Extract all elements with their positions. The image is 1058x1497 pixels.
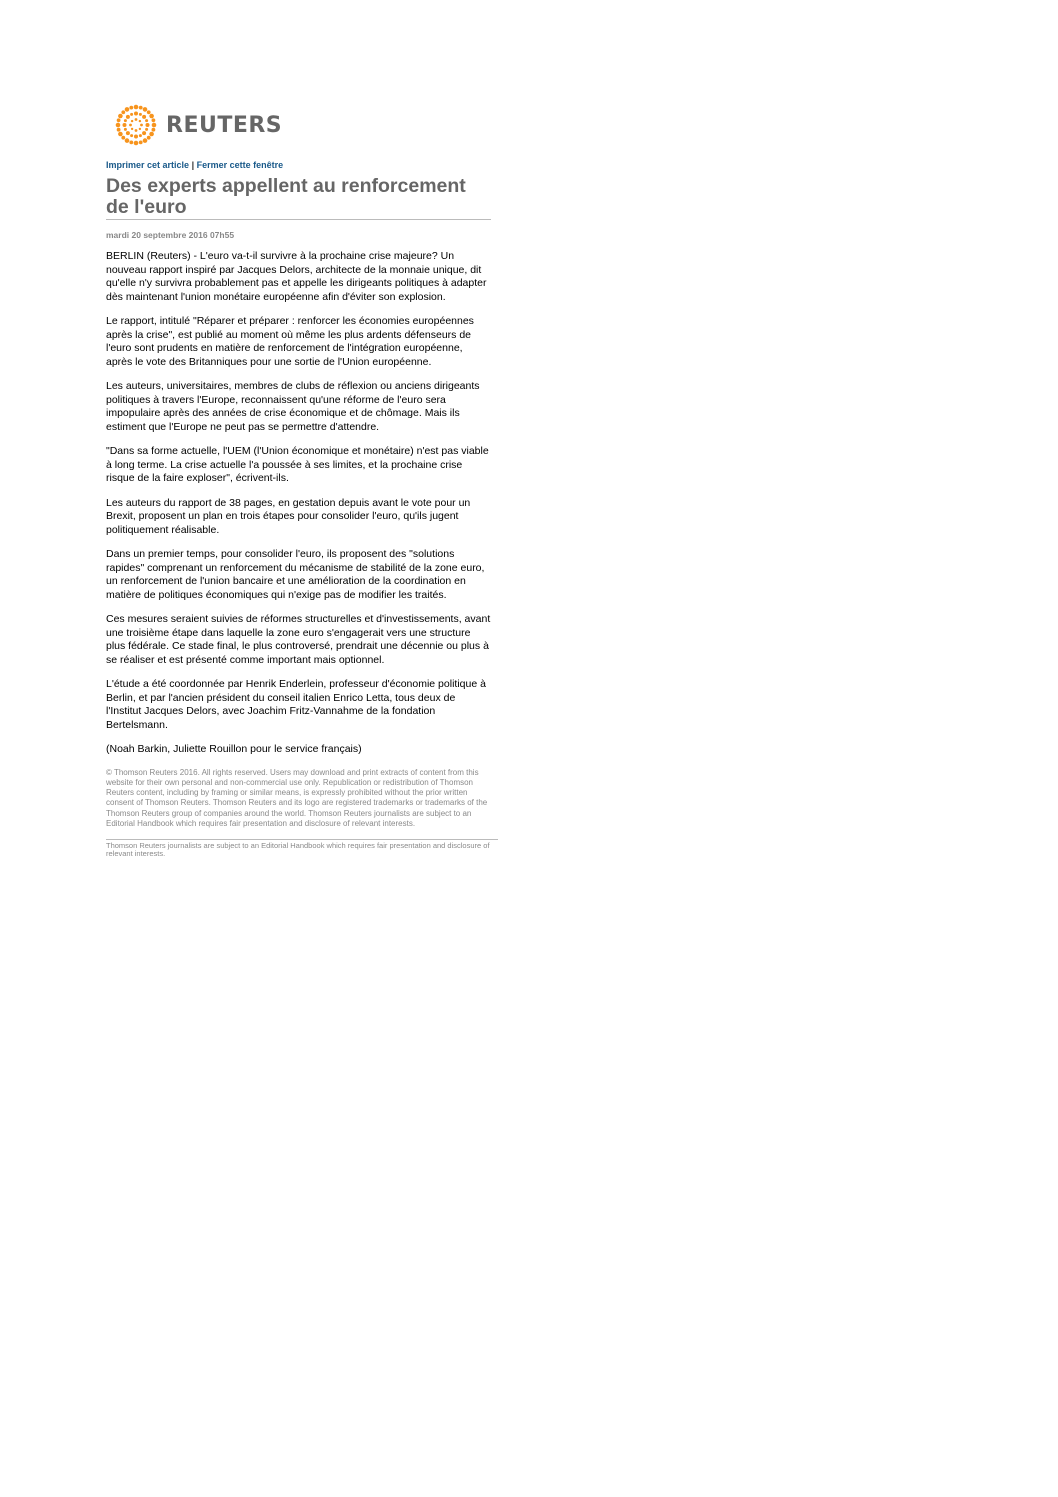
close-window-link[interactable]: Fermer cette fenêtre — [196, 160, 284, 170]
article-body — [106, 250, 498, 757]
article-paragraph: Les auteurs, universitaires, membres de clubs de réflexion ou anciens dirigeants politiques à travers l'Europe, reconnaissent qu'une réforme de l'euro sera impopulaire après des années de crise économique et de chômage. Mais ils estiment que l'Europe ne peut pas se permettre d'attendre. — [106, 380, 480, 433]
logo-wordmark: REUTERS — [166, 112, 283, 138]
article-headline: Des experts appellent au renforcement de l'euro — [106, 176, 491, 220]
article-paragraph: Les auteurs du rapport de 38 pages, en gestation depuis avant le vote pour un Brexit, proposent un plan en trois étapes pour consolider l'euro, qu'ils jugent politiquement réalisable. — [106, 496, 471, 536]
reuters-logo — [114, 100, 498, 150]
copyright-notice: © Thomson Reuters 2016. All rights reserved. Users may download and print extracts of content from this website for their own personal and non-commercial use only. Republication or redistribution of Thomson Reuters content, including by framing or similar means, is expressly prohibited without the prior written consent of Thomson Reuters. Thomson Reuters and its logo are registered trademarks or trademarks of the Thomson Reuters group of companies around the world. Thomson Reuters journalists are subject to an Editorial Handbook which requires fair presentation and disclosure of relevant interests. — [106, 767, 488, 828]
article-dateline: mardi 20 septembre 2016 07h55 — [106, 230, 235, 240]
footer-divider — [106, 839, 498, 840]
article-paragraph: L'étude a été coordonnée par Henrik Enderlein, professeur d'économie politique à Berlin, et par l'ancien président du conseil italien Enrico Letta, tous deux de l'Institut Jacques Delors, avec Joachim Fritz-Vannahme de la fondation Bertelsmann. — [106, 678, 486, 731]
article-byline: (Noah Barkin, Juliette Rouillon pour le service français) — [106, 743, 362, 755]
article-paragraph: Le rapport, intitulé "Réparer et préparer : renforcer les économies européennes après la crise", est publié au moment où même les plus ardents défenseurs de l'euro sont prudents en matière de renforcement de l'intégration européenne, après le vote des Britanniques pour une sortie de l'Union européenne. — [106, 315, 474, 368]
actions-separator: | — [191, 160, 195, 170]
article-paragraph: Dans un premier temps, pour consolider l'euro, ils proposent des "solutions rapides" comprenant un renforcement du mécanisme de stabilité de la zone euro, un renforcement de l'union bancaire et une amélioration de la coordination en matière de politiques économiques qui n'exige pas de modifier les traités. — [106, 548, 485, 601]
article-page — [106, 100, 498, 858]
article-actions — [106, 160, 498, 170]
reuters-dot-logo-icon — [114, 103, 158, 147]
article-paragraph: BERLIN (Reuters) - L'euro va-t-il survivre à la prochaine crise majeure? Un nouveau rapport inspiré par Jacques Delors, architecte de la monnaie unique, dit qu'elle n'y survivra probablement pas et appelle les dirigeants politiques à adapter dès maintenant l'union monétaire européenne afin d'éviter son explosion. — [106, 250, 487, 303]
article-paragraph: "Dans sa forme actuelle, l'UEM (l'Union économique et monétaire) n'est pas viable à long terme. La crise actuelle l'a poussée à ses limites, et la prochaine crise risque de la faire exploser", écrivent-ils. — [106, 445, 489, 484]
print-article-link[interactable]: Imprimer cet article — [106, 160, 190, 170]
footer-note: Thomson Reuters journalists are subject to an Editorial Handbook which requires fair presentation and disclosure of relevant interests. — [106, 841, 490, 859]
article-paragraph: Ces mesures seraient suivies de réformes structurelles et d'investissements, avant une troisième étape dans laquelle la zone euro s'engagerait vers une structure plus fédérale. Ce stade final, le plus controversé, prendrait une décennie ou plus à se réaliser et est présenté comme important mais optionnel. — [106, 613, 491, 666]
